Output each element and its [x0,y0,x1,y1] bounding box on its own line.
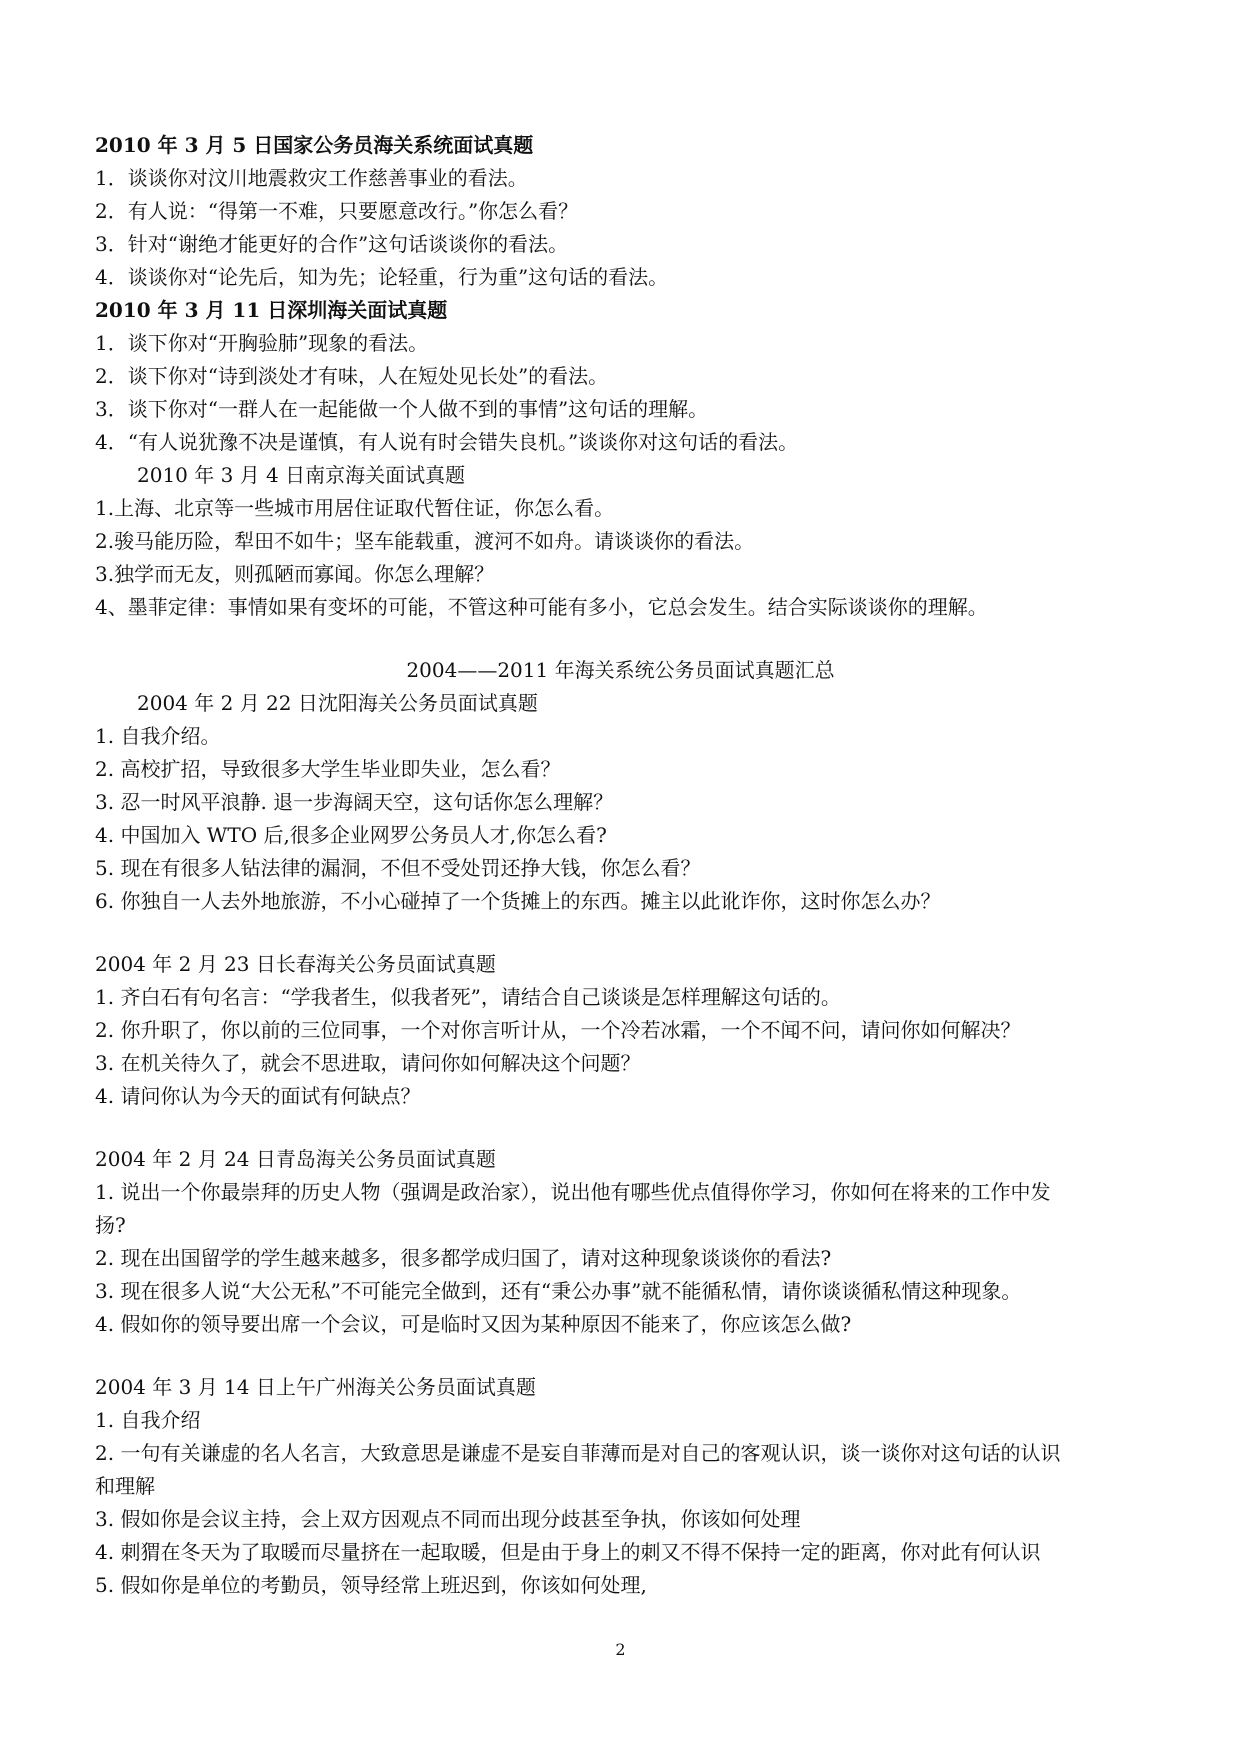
question-item: 1．谈谈你对汶川地震救灾工作慈善事业的看法。 [95,166,528,190]
question-item: 2. 高校扩招，导致很多大学生毕业即失业，怎么看？ [95,757,561,781]
page-number: 2 [615,1640,626,1659]
section-heading: 2010 年 3 月 4 日南京海关面试真题 [137,463,466,487]
question-item: 1．谈下你对“开胸验肺”现象的看法。 [95,331,429,355]
question-item: 1. 自我介绍。 [95,724,221,748]
question-item: 2．有人说：“得第一不难，只要愿意改行。”你怎么看？ [95,199,579,223]
question-item: 3. 假如你是会议主持，会上双方因观点不同而出现分歧甚至争执，你该如何处理 [95,1507,801,1531]
summary-title: 2004——2011 年海关系统公务员面试真题汇总 [406,658,835,682]
question-item: 1.上海、北京等一些城市用居住证取代暂住证，你怎么看。 [95,496,615,520]
question-item: 5. 现在有很多人钻法律的漏洞，不但不受处罚还挣大钱，你怎么看？ [95,856,701,880]
question-item: 4. 假如你的领导要出席一个会议，可是临时又因为某种原因不能来了，你应该怎么做? [95,1312,852,1336]
question-item: 2. 现在出国留学的学生越来越多，很多都学成归国了，请对这种现象谈谈你的看法? [95,1246,832,1270]
question-item: 1. 自我介绍 [95,1408,201,1432]
question-item: 扬? [95,1213,126,1237]
question-item: 4、墨菲定律：事情如果有变坏的可能，不管这种可能有多小，它总会发生。结合实际谈谈你的理解。 [95,595,988,619]
question-item: 1. 齐白石有句名言：“学我者生，似我者死”，请结合自己谈谈是怎样理解这句话的。 [95,985,841,1009]
question-item: 4．“有人说犹豫不决是谨慎，有人说有时会错失良机。”谈谈你对这句话的看法。 [95,430,799,454]
question-item: 3.独学而无友，则孤陋而寡闻。你怎么理解？ [95,562,495,586]
question-item: 6. 你独自一人去外地旅游，不小心碰掉了一个货摊上的东西。摊主以此讹诈你，这时你怎么办？ [95,889,941,913]
section-heading: 2004 年 2 月 22 日沈阳海关公务员面试真题 [137,691,538,715]
question-item: 4. 刺猬在冬天为了取暖而尽量挤在一起取暖，但是由于身上的刺又不得不保持一定的距离，你对此有何认识 [95,1540,1041,1564]
question-item: 3．谈下你对“一群人在一起能做一个人做不到的事情”这句话的理解。 [95,397,709,421]
question-item: 5. 假如你是单位的考勤员，领导经常上班迟到，你该如何处理, [95,1573,647,1597]
section-heading: 2004 年 2 月 24 日青岛海关公务员面试真题 [95,1147,496,1171]
question-item: 4. 中国加入 WTO 后,很多企业网罗公务员人才,你怎么看? [95,823,607,847]
question-item: 3. 在机关待久了，就会不思进取，请问你如何解决这个问题？ [95,1051,641,1075]
section-heading: 2004 年 3 月 14 日上午广州海关公务员面试真题 [95,1375,536,1399]
question-item: 3. 现在很多人说“大公无私”不可能完全做到，还有“秉公办事”就不能循私情，请你谈谈循私情这种现象。 [95,1279,1022,1303]
question-item: 4．谈谈你对“论先后，知为先；论轻重，行为重”这句话的看法。 [95,265,669,289]
question-item: 1. 说出一个你最崇拜的历史人物（强调是政治家），说出他有哪些优点值得你学习，你如何在将来的工作中发 [95,1180,1051,1204]
section-heading: 2010 年 3 月 11 日深圳海关面试真题 [95,298,448,322]
question-item: 和理解 [95,1474,155,1498]
question-item: 2.骏马能历险，犁田不如牛；坚车能载重，渡河不如舟。请谈谈你的看法。 [95,529,755,553]
section-heading: 2004 年 2 月 23 日长春海关公务员面试真题 [95,952,496,976]
question-item: 3. 忍一时风平浪静. 退一步海阔天空，这句话你怎么理解？ [95,790,614,814]
question-item: 4. 请问你认为今天的面试有何缺点？ [95,1084,421,1108]
section-heading: 2010 年 3 月 5 日国家公务员海关系统面试真题 [95,133,534,157]
question-item: 3．针对“谢绝才能更好的合作”这句话谈谈你的看法。 [95,232,569,256]
question-item: 2．谈下你对“诗到淡处才有味，人在短处见长处”的看法。 [95,364,609,388]
question-item: 2. 你升职了，你以前的三位同事，一个对你言听计从，一个冷若冰霜，一个不闻不问，请问你如何解决？ [95,1018,1021,1042]
question-item: 2. 一句有关谦虚的名人名言，大致意思是谦虚不是妄自菲薄而是对自己的客观认识，谈一谈你对这句话的认识 [95,1441,1061,1465]
